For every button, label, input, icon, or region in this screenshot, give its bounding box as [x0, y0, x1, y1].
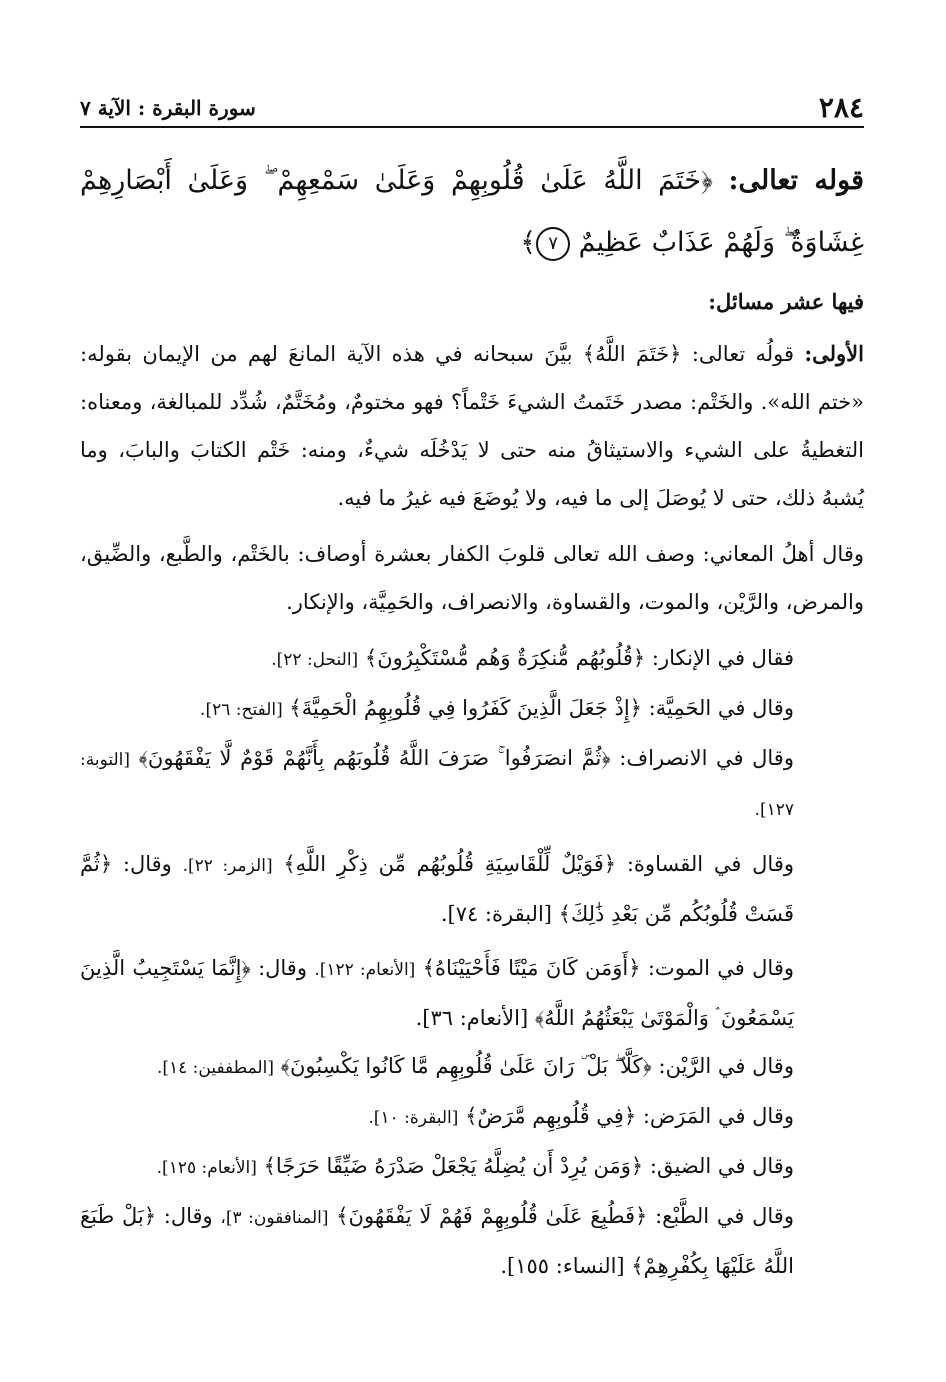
citation-marad [80, 1092, 864, 1142]
citation-ref: [المنافقون: ٣]، [220, 1208, 329, 1228]
citation-ref: [التوبة: ١٢٧]. [80, 750, 794, 820]
citation-tail: وقال: ﴿بَلْ طَبَعَ اللَّهُ عَلَيْهَا بِكُفْرِهِمْ﴾ [النساء: ١٥٥]. [80, 1204, 794, 1278]
citation-lead: وقال في الانصراف: [619, 746, 794, 770]
citation-lead: وقال في الموت: [647, 956, 794, 980]
citation-ref: [الأنعام: ١٢٥]. [156, 1158, 257, 1178]
citation-tail: وقال: ﴿ثُمَّ قَسَتْ قُلُوبُكُم مِّن بَعْدِ ذَٰلِكَ﴾ [البقرة: ٧٤]. [80, 852, 794, 926]
citation-mawt [80, 944, 864, 1042]
citation-quote: ﴿فِي قُلُوبِهِم مَّرَضٌ﴾ [465, 1104, 637, 1128]
first-issue-lead: الأولى: [804, 341, 864, 366]
citation-quote: ﴿وَمَن يُرِدْ أَن يُضِلَّهُ يَجْعَلْ صَدْرَهُ ضَيِّقًا حَرَجًا﴾ [263, 1154, 644, 1178]
citation-hamiyya [80, 684, 864, 734]
citation-inkar [80, 634, 864, 684]
citation-ref: [المطففين: ١٤]. [156, 1058, 274, 1078]
second-paragraph: وقال أهلُ المعاني: وصف الله تعالى قلوبَ الكفار بعشرة أوصاف: بالخَتْم، والطَّبع، والضِّيق، والمرض، والرَّيْن، والموت، والقساوة، والانصراف، والحَمِيَّة، والإنكار. [80, 542, 864, 614]
citation-quote: ﴿ثُمَّ انصَرَفُوا ۚ صَرَفَ اللَّهُ قُلُوبَهُم بِأَنَّهُمْ قَوْمٌ لَّا يَفْقَهُونَ﴾ [138, 746, 611, 770]
citation-ref: [الزمر: ٢٢]. [182, 856, 273, 876]
citation-lead: وقال في الضيق: [649, 1154, 794, 1178]
running-header [80, 84, 864, 128]
citation-quote: ﴿فَطُبِعَ عَلَىٰ قُلُوبِهِمْ فَهُمْ لَا يَفْقَهُونَ﴾ [336, 1204, 648, 1228]
citation-ref: [البقرة: ١٠]. [368, 1108, 459, 1128]
citation-lead: وقال في الحَمِيَّة: [648, 696, 794, 720]
citation-qasawa [80, 840, 864, 938]
verse-lead: قوله تعالى: [728, 165, 864, 196]
citation-quote: ﴿كَلَّا ۖ بَلْ ۜ رَانَ عَلَىٰ قُلُوبِهِم مَّا كَانُوا يَكْسِبُونَ﴾ [280, 1054, 652, 1078]
citation-quote: ﴿قُلُوبُهُم مُّنكِرَةٌ وَهُم مُّسْتَكْبِرُونَ﴾ [364, 646, 646, 670]
surah-reference: سورة البقرة : الآية ٧ [80, 96, 256, 120]
citation-ref: [الأنعام: ١٢٢]. [314, 960, 416, 980]
citation-tail: وقال: ﴿إِنَّمَا يَسْتَجِيبُ الَّذِينَ يَسْمَعُونَ ۘ وَالْمَوْتَىٰ يَبْعَثُهُمُ اللَّهُ﴾ [الأنعام: ٣٦]. [80, 956, 794, 1030]
section-heading: فيها عشر مسائل: [708, 289, 864, 314]
verse-close-bracket: ﴾ [520, 227, 537, 258]
first-issue-text: قولُه تعالى: ﴿خَتَمَ اللَّهُ﴾ بيَّنَ سبحانه في هذه الآية المانعَ لهم من الإيمان بقوله: «ختم الله». والخَتْم: مصدر خَتَمتُ الشيءَ خَتْماً؟ فهو مختومٌ، ومُخَتَّمٌ، شُدِّد للمبالغة، ومعناه: التغطيةُ على الشيء والاستيثاقُ منه حتى لا يَدْخُلَه شيءٌ، ومنه: خَتْم الكتابَ والبابَ، وما يُشبهُ ذلك، حتى لا يُوصَلَ إلى ما فيه، ولا يُوضَعَ فيه غيرُ ما فيه. [80, 342, 864, 510]
citation-lead: فقال في الإنكار: [651, 646, 794, 670]
citation-insiraf [80, 734, 864, 834]
ayah-number-marker: ٧ [536, 227, 570, 261]
citation-lead: وقال في الطَّبْع: [655, 1204, 794, 1228]
page-number: ٢٨٤ [818, 91, 864, 124]
citation-lead: وقال في القساوة: [626, 852, 795, 876]
citation-dayq [80, 1142, 864, 1192]
first-issue-paragraph [80, 330, 864, 522]
verse-text: ﴿خَتَمَ اللَّهُ عَلَىٰ قُلُوبِهِمْ وَعَلَىٰ سَمْعِهِمْ ۖ وَعَلَىٰ أَبْصَارِهِمْ غِشَاوَةٌ ۖ وَلَهُمْ عَذَابٌ عَظِيمٌ [80, 165, 864, 258]
citation-lead: وقال في الرَّيْن: [658, 1054, 794, 1078]
citation-tab [80, 1192, 864, 1290]
citation-rayn [80, 1042, 864, 1092]
citation-ref: [الفتح: ٢٦]. [200, 700, 283, 720]
citation-quote: ﴿إِذْ جَعَلَ الَّذِينَ كَفَرُوا فِي قُلُوبِهِمُ الْحَمِيَّةَ﴾ [289, 696, 642, 720]
citation-lead: وقال في المَرَض: [642, 1104, 794, 1128]
page-body [80, 150, 864, 1290]
citation-quote: ﴿فَوَيْلٌ لِّلْقَاسِيَةِ قُلُوبُهُم مِّن ذِكْرِ اللَّهِ﴾ [283, 852, 617, 876]
citation-ref: [النحل: ٢٢]. [271, 650, 359, 670]
citation-quote: ﴿أَوَمَن كَانَ مَيْتًا فَأَحْيَيْنَاهُ﴾ [422, 956, 641, 980]
verse-block [80, 150, 864, 274]
